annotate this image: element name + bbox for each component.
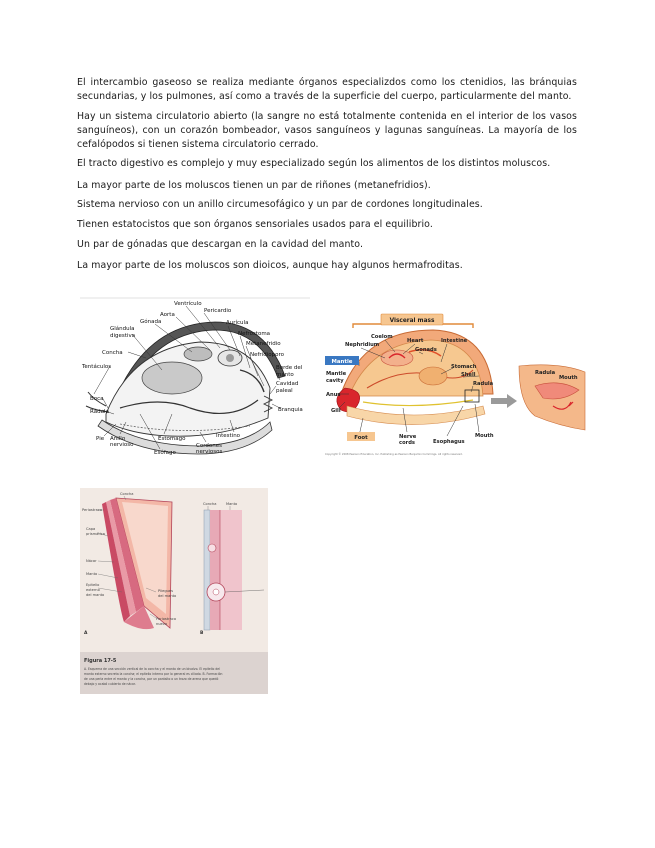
panel-letter-b: B (200, 631, 204, 636)
label-cords: cords (399, 440, 415, 446)
label-stomach: Stomach (451, 364, 477, 370)
label-pliegues: Pliegues (158, 589, 174, 593)
label-del-manto-2: del manto (158, 594, 177, 598)
caption-line-1: A. Esquema de una sección vertical de la concha y el manto de un bivalvo. El epitelio del (84, 667, 220, 671)
label-digestiva: digestiva (110, 333, 136, 339)
label-nerviosos: nerviosos (196, 449, 223, 455)
label-nephridium: Nephridium (345, 342, 380, 348)
label-nefridioporo: Nefridioporo (250, 352, 284, 358)
label-coelom: Coelom (371, 334, 393, 340)
label-estomago: Estómago (158, 436, 186, 442)
label-gill: Gill (331, 408, 341, 414)
label-aorta: Aorta (160, 312, 175, 318)
figure-title: Figura 17-5 (84, 658, 117, 664)
label-prismatica: prismática (86, 532, 105, 536)
mollusc-anatomy-diagram-es (80, 296, 310, 464)
label-mantle-cavity-2: cavity (326, 378, 344, 384)
label-radula-inset: Radula (535, 370, 556, 376)
label-cordones: Cordones (196, 443, 222, 449)
label-mouth-inset: Mouth (559, 375, 578, 381)
paragraph-statocysts: Tienen estatocistos que son órganos sensoriales usados para el equilibrio. (77, 219, 433, 230)
label-nacar: Nácar (86, 559, 97, 563)
label-concha-b: Concha (203, 502, 217, 506)
label-cavidad: Cavidad (276, 381, 299, 387)
label-esophagus: Esophagus (433, 439, 465, 445)
label-periostraco: Periostraco (82, 508, 103, 512)
copyright-note: Copyright © 2008 Pearson Education, Inc. Publishing as Pearson Benjamin Cummings. All rights reserved. (325, 453, 463, 456)
label-esofago: Esófago (154, 450, 176, 456)
label-manto: manto (276, 372, 294, 378)
paragraph-gonads: Un par de gónadas que descargan en la cavidad del manto. (77, 239, 364, 250)
label-concha: Concha (102, 350, 123, 356)
label-pie: Pie (96, 436, 105, 442)
label-periostraco-nuevo: Periostraco (156, 617, 177, 621)
panel-letter-a: A (84, 631, 88, 636)
label-gonads: Gonads (415, 347, 437, 353)
label-glandula: Glándula (110, 326, 135, 332)
label-tentaculos: Tentáculos (82, 364, 112, 370)
label-manto-b: Manto (226, 502, 238, 506)
label-nerve: Nerve (399, 434, 417, 440)
label-foot: Foot (354, 435, 368, 441)
label-ventriculo: Ventrículo (174, 301, 202, 307)
label-del-manto: del manto (86, 593, 105, 597)
label-mouth: Mouth (475, 433, 494, 439)
label-auricula: Aurícula (226, 320, 249, 326)
paragraph-nervous-system: Sistema nervioso con un anillo circumesofágico y un par de cordones longitudinales. (77, 199, 483, 210)
label-boca: Boca (90, 396, 104, 402)
label-mantle-cavity-1: Mantle (326, 371, 347, 377)
label-nervioso: nervioso (110, 442, 134, 448)
caption-line-2: manto externo secreta la concha; el epitelio interno por lo general es ciliado. B. Formación (84, 672, 223, 676)
caption-line-3: de una perla entre el manto y la concha, por un parásito o un trozo de arena que quedó (84, 677, 219, 681)
label-concha-fig3: Concha (120, 492, 134, 496)
label-branquia: Branquia (278, 407, 303, 413)
label-metanefridio: Metanefridio (246, 341, 281, 347)
label-radula: Rádula (90, 409, 109, 415)
label-visceral-mass: Visceral mass (389, 318, 435, 324)
label-capa: Capa (86, 527, 96, 531)
radula-inset (519, 365, 585, 430)
label-heart: Heart (407, 338, 424, 344)
label-intestine: Intestine (441, 338, 468, 344)
paragraph-kidneys: La mayor parte de los moluscos tienen un par de riñones (metanefridios). (77, 180, 431, 191)
label-anillo: Anillo (110, 436, 126, 442)
label-paleal: paleal (276, 388, 293, 394)
label-anus: Anus (326, 392, 341, 398)
label-epitelio: Epitelio (86, 583, 100, 587)
paragraph-gas-exchange: El intercambio gaseoso se realiza mediante órganos especializdos como los ctenidios, las bránquias secundarias, y los pulmones, así como a través de la superficie del cuerpo, particularmente del manto. (77, 77, 577, 102)
paragraph-digestive-tract: El tracto digestivo es complejo y muy especializado según los alimentos de los distintos moluscos. (77, 158, 551, 169)
label-borde-del: Borde del (276, 365, 303, 371)
label-shell: Shell (461, 372, 476, 378)
label-pericardio: Pericardio (204, 308, 232, 314)
label-mantle: Mantle (331, 359, 353, 365)
label-radula: Radula (473, 381, 494, 387)
label-manto-a: Manto (86, 572, 98, 576)
label-nefrostoma: Nefrostoma (238, 331, 271, 337)
paragraph-circulatory-system: Hay un sistema circulatorio abierto (la sangre no está totalmente contenida en el interior de los vasos sanguíneos), con un corazón bombeador, vasos sanguíneos y lagunas sanguíneas. La mayoría de los cefalópodos si tienen sistema circulatorio cerrado. (77, 111, 577, 150)
label-nuevo: nuevo (156, 622, 168, 626)
label-externo: externo (86, 588, 100, 592)
caption-line-4: debajo y acabó cubierto de nácar. (84, 682, 136, 686)
label-intestino: Intestino (216, 433, 241, 439)
label-gonada: Gónada (140, 319, 162, 325)
bivalve-shell-section-figure (80, 488, 268, 694)
paragraph-dioecious: La mayor parte de los moluscos son dioicos, aunque hay algunos hermafroditas. (77, 260, 463, 271)
mollusc-body-plan-diagram-en (323, 306, 587, 458)
